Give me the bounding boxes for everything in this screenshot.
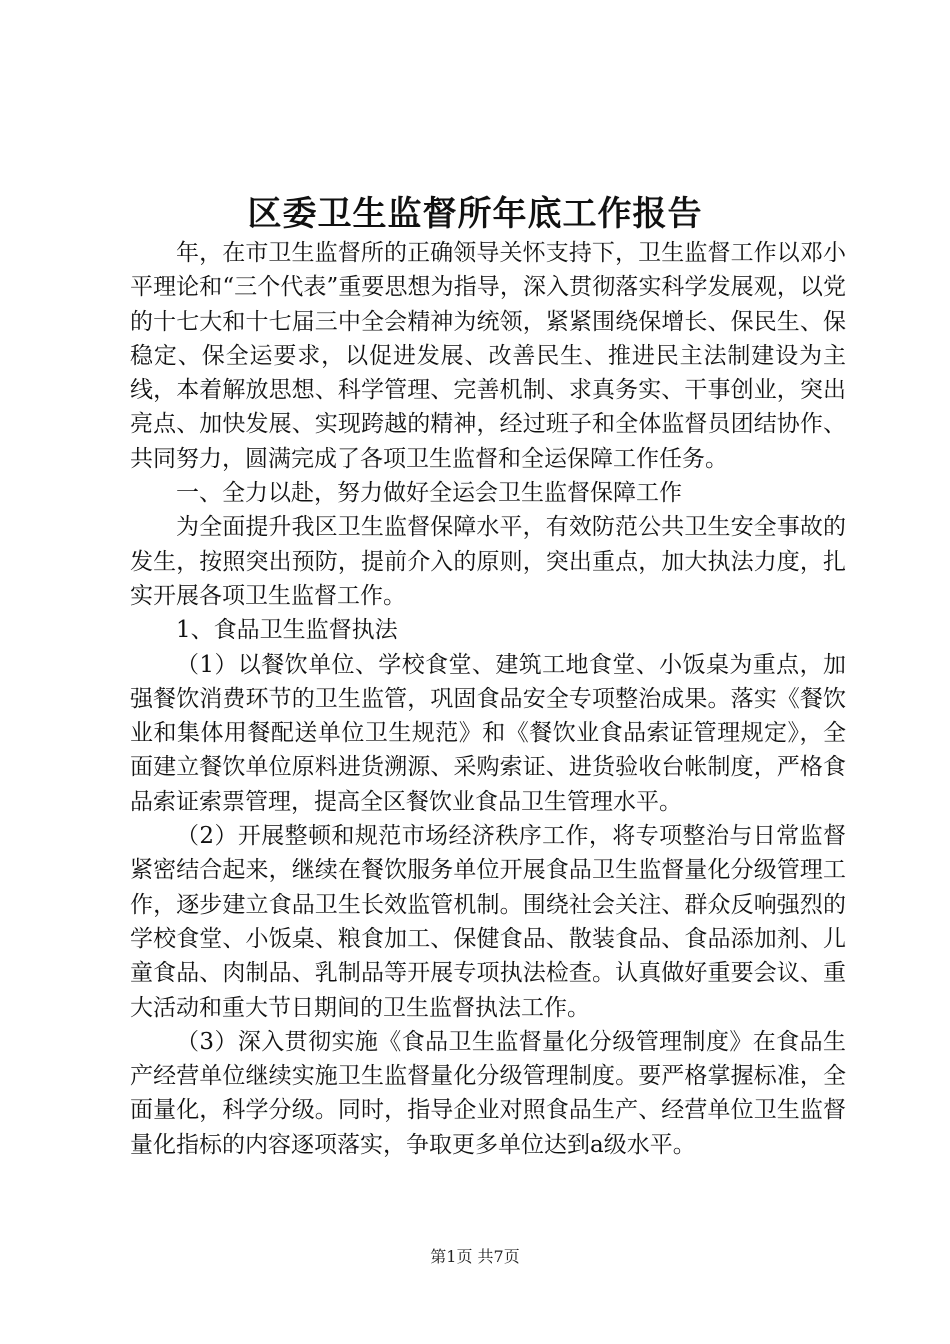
subsection-heading-1: 1、食品卫生监督执法 [176, 617, 398, 644]
page-number-footer: 第1页 共7页 [430, 1247, 520, 1266]
paragraph-item-1: （1）以餐饮单位、学校食堂、建筑工地食堂、小饭桌为重点，加强餐饮消费环节的卫生监管，巩固食品安全专项整治成果。落实《餐饮业和集体用餐配送单位卫生规范》和《餐饮业食品索证管理规定》，全面建立餐饮单位原料进货溯源、采购索证、进货验收台帐制度，严格食品索证索票管理，提高全区餐饮业食品卫生管理水平。 [130, 651, 846, 815]
paragraph-section-1: 为全面提升我区卫生监督保障水平，有效防范公共卫生安全事故的发生，按照突出预防，提前介入的原则，突出重点，加大执法力度，扎实开展各项卫生监督工作。 [130, 514, 846, 609]
paragraph-item-3: （3）深入贯彻实施《食品卫生监督量化分级管理制度》在食品生产经营单位继续实施卫生监督量化分级管理制度。要严格掌握标准，全面量化，科学分级。同时，指导企业对照食品生产、经营单位卫生监督量化指标的内容逐项落实，争取更多单位达到a级水平。 [130, 1028, 846, 1158]
paragraph-intro: 年，在市卫生监督所的正确领导关怀支持下，卫生监督工作以邓小平理论和“三个代表”重要思想为指导，深入贯彻落实科学发展观，以党的十七大和十七届三中全会精神为统领，紧紧围绕保增长、保民生、保稳定、保全运要求，以促进发展、改善民生、推进民主法制建设为主线，本着解放思想、科学管理、完善机制、求真务实、干事创业，突出亮点、加快发展、实现跨越的精神，经过班子和全体监督员团结协作、共同努力，圆满完成了各项卫生监督和全运保障工作任务。 [130, 240, 846, 472]
document-body [130, 236, 846, 1162]
paragraph-item-2: （2）开展整顿和规范市场经济秩序工作，将专项整治与日常监督紧密结合起来，继续在餐饮服务单位开展食品卫生监督量化分级管理工作，逐步建立食品卫生长效监管机制。围绕社会关注、群众反响强烈的学校食堂、小饭桌、粮食加工、保健食品、散装食品、食品添加剂、儿童食品、肉制品、乳制品等开展专项执法检查。认真做好重要会议、重大活动和重大节日期间的卫生监督执法工作。 [130, 823, 846, 1021]
document-title: 区委卫生监督所年底工作报告 [247, 194, 703, 234]
section-heading-1: 一、全力以赴，努力做好全运会卫生监督保障工作 [176, 480, 682, 507]
